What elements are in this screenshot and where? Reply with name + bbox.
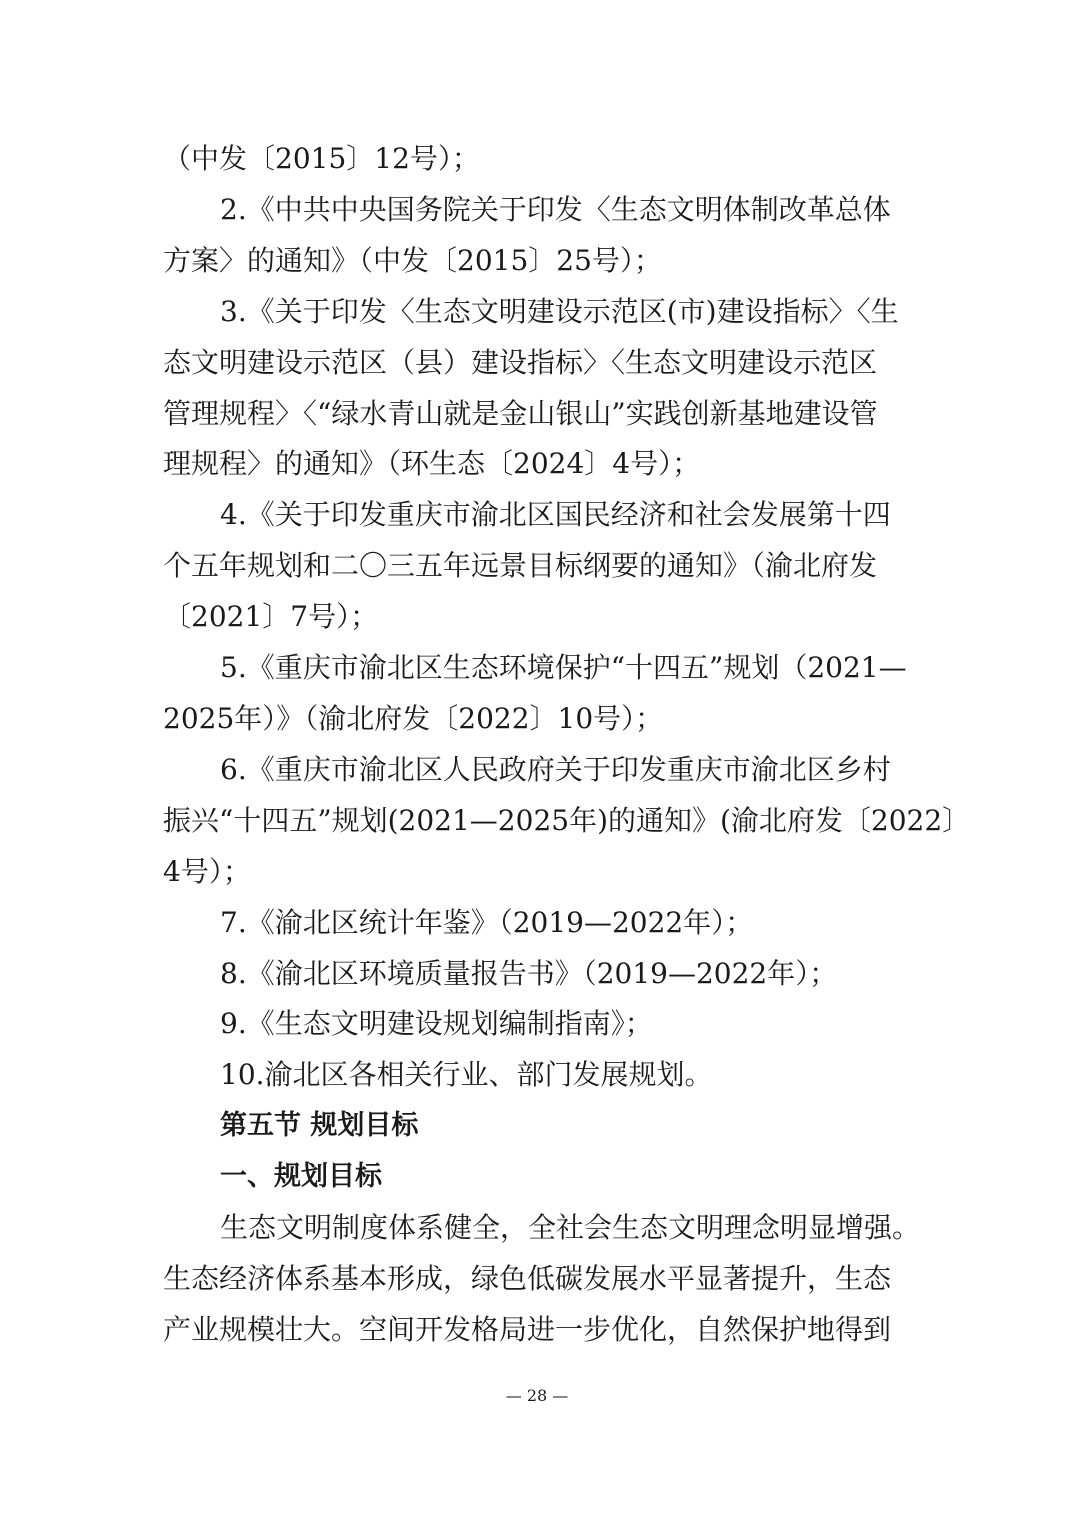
text-line: 个五年规划和二〇三五年远景目标纲要的通知》（渝北府发 — [163, 549, 878, 583]
text-line: 9.《生态文明建设规划编制指南》； — [220, 1007, 653, 1041]
text-line: 4号）； — [163, 854, 251, 888]
text-line: 振兴“十四五”规划(2021—2025年)的通知》(渝北府发〔2022〕 — [163, 803, 971, 837]
text-line: 管理规程〉〈“绿水青山就是金山银山”实践创新基地建设管 — [163, 396, 878, 430]
text-line: 态文明建设示范区（县）建设指标〉〈生态文明建设示范区 — [163, 345, 878, 379]
text-line: 3.《关于印发〈生态文明建设示范区(市)建设指标〉〈生 — [220, 294, 899, 328]
text-line: 生态文明制度体系健全，全社会生态文明理念明显增强。 — [220, 1211, 921, 1245]
text-line: 2.《中共中央国务院关于印发〈生态文明体制改革总体 — [220, 192, 891, 226]
page-number: — 28 — — [505, 1386, 569, 1405]
text-line: 5.《重庆市渝北区生态环境保护“十四五”规划（2021— — [220, 651, 907, 685]
text-line: 产业规模壮大。空间开发格局进一步优化，自然保护地得到 — [163, 1312, 892, 1346]
text-line: 8.《渝北区环境质量报告书》（2019—2022年）； — [220, 956, 838, 990]
text-line: 6.《重庆市渝北区人民政府关于印发重庆市渝北区乡村 — [220, 752, 891, 786]
text-line: 理规程〉的通知》（环生态〔2024〕4号）； — [163, 447, 701, 481]
text-line: 生态经济体系基本形成，绿色低碳发展水平显著提升，生态 — [163, 1261, 892, 1295]
document-body — [163, 134, 971, 1356]
text-line: 7.《渝北区统计年鉴》（2019—2022年）； — [220, 905, 754, 939]
text-line: 10.渝北区各相关行业、部门发展规划。 — [220, 1058, 713, 1092]
text-line: 〔2021〕7号）； — [163, 600, 379, 634]
subsection-heading: 一、规划目标 — [220, 1161, 382, 1193]
text-line: （中发〔2015〕12号）； — [163, 142, 480, 175]
text-line: 2025年）》（渝北府发〔2022〕10号）； — [163, 701, 664, 735]
text-line: 4.《关于印发重庆市渝北区国民经济和社会发展第十四 — [220, 498, 891, 532]
section-heading: 第五节 规划目标 — [220, 1110, 419, 1142]
text-line: 方案〉的通知》（中发〔2015〕25号）； — [163, 243, 662, 277]
